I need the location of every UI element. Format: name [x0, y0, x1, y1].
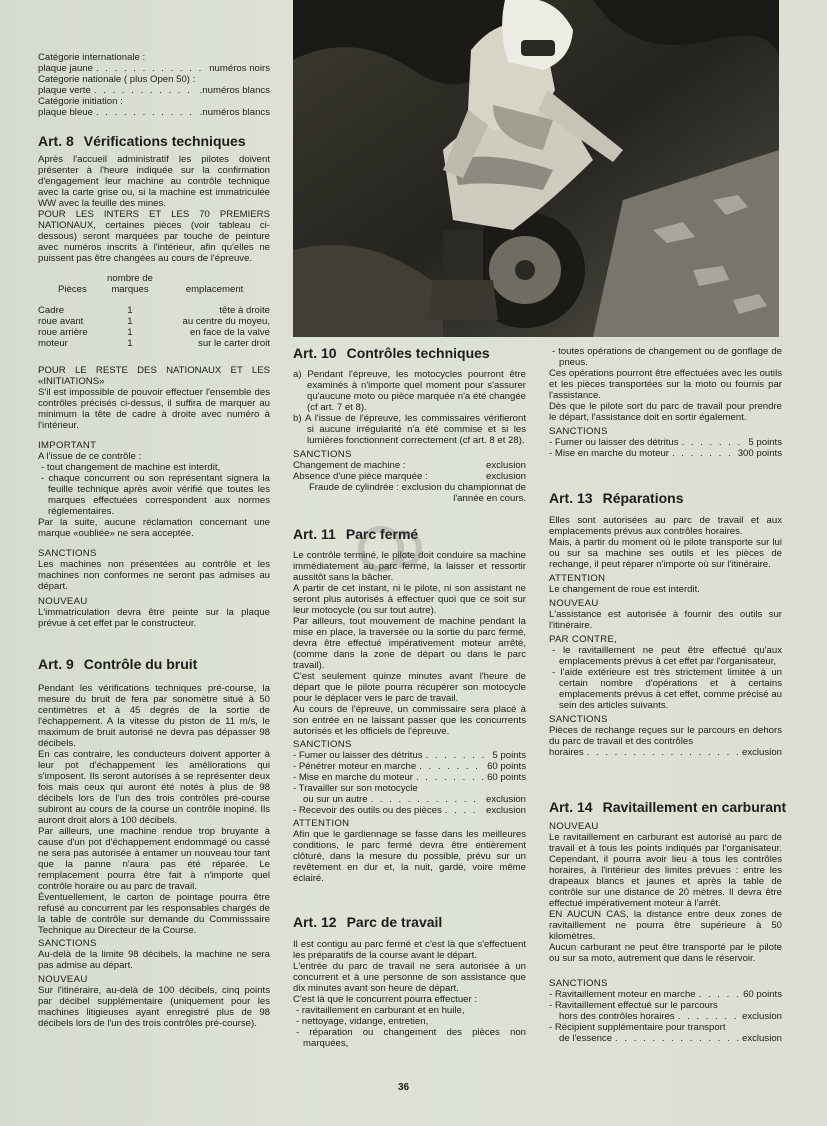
art14-s1: - Ravitaillement moteur en marche . . . 60 points	[549, 989, 782, 1000]
art11-s4: ou sur un autre . . . exclusion	[293, 794, 526, 805]
art13-n1: L'assistance est autorisée à fournir des outils sur l'itinéraire.	[549, 609, 782, 631]
art12-b3: - réparation ou changement des pièces non marquées,	[296, 1027, 526, 1049]
art12-continued	[549, 346, 782, 459]
art12-heading: Art. 12 Parc de travail	[293, 914, 443, 930]
art11-s2: - Pénétrer moteur en marche . . . 60 points	[293, 761, 526, 772]
art13-att1: Le changement de roue est interdit.	[549, 584, 700, 595]
art11-p3: Par ailleurs, tout mouvement de machine pendant la mise en place, la traversée ou la sortie du parc fermé, devra être effectué impérativement moteur arrêté, (comme dans la zone de départ ou dans le parc travail).	[293, 616, 526, 671]
art8-heading: Art. 8 Vérifications techniques	[38, 133, 246, 149]
art12-p2: L'entrée du parc de travail ne sera autorisée à un concurrent et à une personne de son assistance que dix minutes avant son heure de départ.	[293, 961, 526, 994]
art13-s1: Pièces de rechange reçues sur le parcours en dehors du parc de travail et des contrôles	[549, 725, 782, 747]
art8-section	[38, 133, 270, 629]
art9-section	[38, 656, 270, 1029]
art12-p4: Ces opérations pourront être effectuées avec les outils et les pièces transportées sur la moto ou fournis par l'assistance.	[549, 368, 782, 401]
art8-n1: L'immatriculation devra être peinte sur la plaque prévue à cet effet par le constructeur.	[38, 607, 270, 629]
art12-b1: - ravitaillement en carburant et en huile,	[296, 1005, 465, 1016]
page-number: 36	[398, 1082, 410, 1093]
art9-p2: En cas contraire, les conducteurs doivent apporter à leur pot d'échappement les améliorations qui s'imposent. Ils seront autorisés à se représenter deux fois mais ceux qui auront été notés à plus de 98 décibels lors de l'un des trois contrôles pré-course subiront au cours de la course un contrôle inopiné. Ils auront droit alors à 100 décibels.	[38, 749, 270, 826]
art14-s3a: - Récipient supplémentaire pour transport	[549, 1022, 726, 1033]
art11-attention-heading: ATTENTION	[293, 818, 350, 829]
art8-imp2: - tout changement de machine est interdit,	[41, 462, 221, 473]
art8-imp4: Par la suite, aucune réclamation concernant une marque «oubliée» ne sera acceptée.	[38, 517, 270, 539]
art9-heading: Art. 9 Contrôle du bruit	[38, 656, 198, 672]
art11-p1: Le contrôle terminé, le pilote doit conduire sa machine immédiatement au parc fermé, la laisser et ressortir aussitôt sans la bâcher.	[293, 550, 526, 583]
art9-p1: Pendant les vérifications techniques pré-course, la mesure du bruit de fera par sonomètre situé à 50 centimètres et à 45 degrés de la sortie de l'échappement. A la vitesse du piston de 11 m/s, le maximum de bruit autorisé ne devra pas dépasser 98 décibels.	[38, 683, 270, 749]
art9-p3: Par ailleurs, une machine rendue trop bruyante à cause d'un pot d'échappement endommagé ou cassé ne sera pas autorisée à entamer un nouveau tour tant que la panne n'aura pas été réparée. Le remplacement pourra être fait à n'importe quel contrôle horaire ou au parc de travail.	[38, 826, 270, 892]
art10-r2: Absence d'une pièce marquée : exclusion	[293, 471, 526, 482]
cat-initiation: Catégorie initiation :	[38, 96, 123, 107]
art8-sanctions-heading: SANCTIONS	[38, 548, 97, 559]
art10-r3: Fraude de cylindrée : exclusion du championnat de l'année en cours.	[308, 482, 526, 504]
table-row: roue avant 1 au centre du moyeu,	[38, 316, 270, 327]
art9-s1: Au-delà de la limite 98 décibels, la machine ne sera pas admise au départ.	[38, 949, 270, 971]
art8-p1: Après l'accueil administratif les pilotes doivent présenter à l'heure indiquée sur la confirmation d'engagement leur machine au contrôle technique avec la carte grise ou, si la machine est immatriculée WW avec la feuille des mines.	[38, 154, 270, 209]
watermark-logo	[357, 521, 427, 581]
art9-nouveau-heading: NOUVEAU	[38, 974, 88, 985]
art14-heading: Art. 14 Ravitaillement en carburant	[549, 799, 787, 815]
art12-section	[293, 914, 526, 1049]
parts-table: nombre de Pièces marques emplacement Cadre 1 tête à droite roue avant 1 au centre du moyeu, roue arrière 1 en face de la valve moteur 1 sur le carter droit	[38, 273, 270, 349]
art11-s5: - Recevoir des outils ou des pièces . . . exclusion	[293, 805, 526, 816]
art12-b2: - nettoyage, vidange, entretien,	[296, 1016, 429, 1027]
cat-yellow-line: plaque jaune . . . numéros noirs	[38, 63, 270, 74]
art10-r1: Changement de machine : exclusion	[293, 460, 526, 471]
categories	[38, 52, 270, 118]
art8-nouveau-heading: NOUVEAU	[38, 596, 88, 607]
art12-s1: - Fumer ou laisser des détritus . . . 5 points	[549, 437, 782, 448]
art13-attention-heading: ATTENTION	[549, 573, 606, 584]
art13-heading: Art. 13 Réparations	[549, 490, 684, 506]
art13-pc1: - le ravitaillement ne peut être effectué qu'aux emplacements prévus à cet effet par l'organisateur,	[552, 645, 782, 667]
art9-p4: Éventuellement, le carton de pointage pourra être refusé au concurrent par les responsables chargés de la table de contrôle sur demande du Commisssaire Technique au Directeur de la Course.	[38, 892, 270, 936]
art12-p5: Dès que le pilote sort du parc de travail pour prendre le départ, l'assistance doit en sortir également.	[549, 401, 782, 423]
cat-green-line: plaque verte . . . .numéros blancs	[38, 85, 270, 96]
art8-imp1: A l'issue de ce contrôle :	[38, 451, 142, 462]
art11-att1: Afin que le gardiennage se fasse dans les meilleures conditions, le parc fermé devra être entièrement clôturé, dans la mesure du possible, prévu sur un revêtement en dur et, la nuit, gardé, voire même éclairé.	[293, 829, 526, 884]
art12-s2: - Mise en marche du moteur . . . 300 points	[549, 448, 782, 459]
table-row: moteur 1 sur le carter droit	[38, 338, 270, 349]
art8-imp3: - chaque concurrent ou son représentant signera la feuille technique après avoir vérifié que toutes les marques effectuées correspondent aux normes réglementaires.	[41, 473, 270, 517]
art10-a: a) Pendant l'épreuve, les motocycles pourront être examinés à n'importe quel moment pour s'assurer qu'aucune moto ou pièce marquée n'a été changée (cf art. 7 et 8).	[293, 369, 526, 413]
art9-n1: Sur l'itinéraire, au-delà de 100 décibels, cinq points par décibel supplémentaire (uniquement pour les machines litigieuses ayant enregistré plus de 98 décibels lors de l'un des trois contrôles pré-course).	[38, 985, 270, 1029]
art13-sanctions-heading: SANCTIONS	[549, 714, 608, 725]
art13-section	[549, 490, 782, 758]
motocross-photo	[293, 0, 779, 337]
art12-p1: Il est contigu au parc fermé et c'est là que s'effectuent les préparatifs de la course avant le départ.	[293, 939, 526, 961]
art14-nouveau-heading: NOUVEAU	[549, 821, 599, 832]
art9-sanctions-heading: SANCTIONS	[38, 938, 97, 949]
art13-parcontre-heading: PAR CONTRE,	[549, 634, 618, 645]
art8-p2: POUR LES INTERS ET LES 70 PREMIERS NATIONAUX, certaines pièces (voir tableau ci-dessous) seront marquées par touche de peinture avec numéros inscrits à l'intérieur, afin qu'elles ne puissent pas être changées au cours de l'épreuve.	[38, 209, 270, 264]
art13-p1: Elles sont autorisées au parc de travail et aux emplacements prévus aux contrôles horaires.	[549, 515, 782, 537]
art10-b: b) A l'issue de l'épreuve, les commissaires vérifieront si aucune irrégularité n'a été commise et si les lumières fonctionnent correctement (cf art. 8 et 28).	[293, 413, 526, 446]
art13-p2: Mais, à partir du moment où le pilote transporte sur lui ou sur sa machine ses outils et les pièces de rechange, il peut réparer n'importe où sur l'itinéraire.	[549, 537, 782, 570]
art14-s2a: - Ravitaillement effectué sur le parcours	[549, 1000, 718, 1011]
art11-s3: - Mise en marche du moteur . . . 60 points	[293, 772, 526, 783]
rider-photo-image	[293, 0, 779, 337]
art14-p2: EN AUCUN CAS, la distance entre deux zones de ravitaillement ne pourra être supérieure à 50 kilomètres.	[549, 909, 782, 942]
table-row: roue arrière 1 en face de la valve	[38, 327, 270, 338]
art14-p3: Aucun carburant ne peut être transporté par le pilote ou sur sa moto, autrement que dans le réservoir.	[549, 942, 782, 964]
cat-blue-line: plaque bleue . . . .numéros blancs	[38, 107, 270, 118]
cat-national: Catégorie nationale ( plus Open 50) :	[38, 74, 196, 85]
art14-s3: de l'essence . . . exclusion	[549, 1033, 782, 1044]
table-row: Cadre 1 tête à droite	[38, 305, 270, 316]
art14-section	[549, 799, 787, 1044]
art11-sanctions-heading: SANCTIONS	[293, 739, 352, 750]
art8-s1: Les machines non présentées au contrôle et les machines non conformes ne seront pas admises au départ.	[38, 559, 270, 592]
art14-s2: hors des contrôles horaires . . . exclusion	[549, 1011, 782, 1022]
art8-p4: S'il est impossible de pouvoir effectuer l'ensemble des contrôles précisés ci-dessus, il suffira de marquer au minimum la tête de cadre à droite avec numéro à l'intérieur.	[38, 387, 270, 431]
art10-section	[293, 345, 526, 504]
art14-p1: Le ravitaillement en carburant est autorisé au parc de travail et à tous les points indiqués par l'organisateur. Cependant, il pourra avoir lieu à tous les contrôles horaires, à l'intérieur des limites prévues : entre les drapeaux blancs et jaunes et après la table de contrôle sur une distance de 20 mètres. Il devra être effectué impérativement moteur à l'arrêt.	[549, 832, 782, 909]
art10-heading: Art. 10 Contrôles techniques	[293, 345, 490, 361]
art12-p3: C'est là que le concurrent pourra effectuer :	[293, 994, 478, 1005]
art11-p2: A partir de cet instant, ni le pilote, ni son assistant ne seront plus autorisés à effectuer quoi que ce soit sur leur motocycle (ou sur tout autre).	[293, 583, 526, 616]
art8-important-heading: IMPORTANT	[38, 440, 97, 451]
art13-nouveau-heading: NOUVEAU	[549, 598, 599, 609]
cat-international: Catégorie internationale :	[38, 52, 146, 63]
art11-s4a: - Travailler sur son motocycle	[293, 783, 418, 794]
art10-sanctions-heading: SANCTIONS	[293, 449, 352, 460]
art14-sanctions-heading: SANCTIONS	[549, 978, 608, 989]
art11-heading: Art. 11 Parc fermé	[293, 526, 419, 542]
art12-b4: - toutes opérations de changement ou de gonflage de pneus.	[552, 346, 782, 368]
art12-sanctions-heading: SANCTIONS	[549, 426, 608, 437]
art11-s1: - Fumer ou laisser des détritus . . . 5 points	[293, 750, 526, 761]
art11-p5: Au cours de l'épreuve, un commissaire sera placé à son entrée en ne laissant passer que les concurrents autorisés et les officiels de l'épreuve.	[293, 704, 526, 737]
art11-p4: C'est seulement quinze minutes avant l'heure de départ que le pilote pourra récupérer son motocycle pour le déplacer vers le parc de travail.	[293, 671, 526, 704]
art13-s1-line: horaires . . . exclusion	[549, 747, 782, 758]
art13-pc2: - l'aide extérieure est très strictement limitée à un certain nombre d'opérations et à certains emplacements prévus à cet effet, comme précisé au sein des articles suivants.	[552, 667, 782, 711]
art8-p3: POUR LE RESTE DES NATIONAUX ET LES «INITIATIONS»	[38, 365, 270, 387]
